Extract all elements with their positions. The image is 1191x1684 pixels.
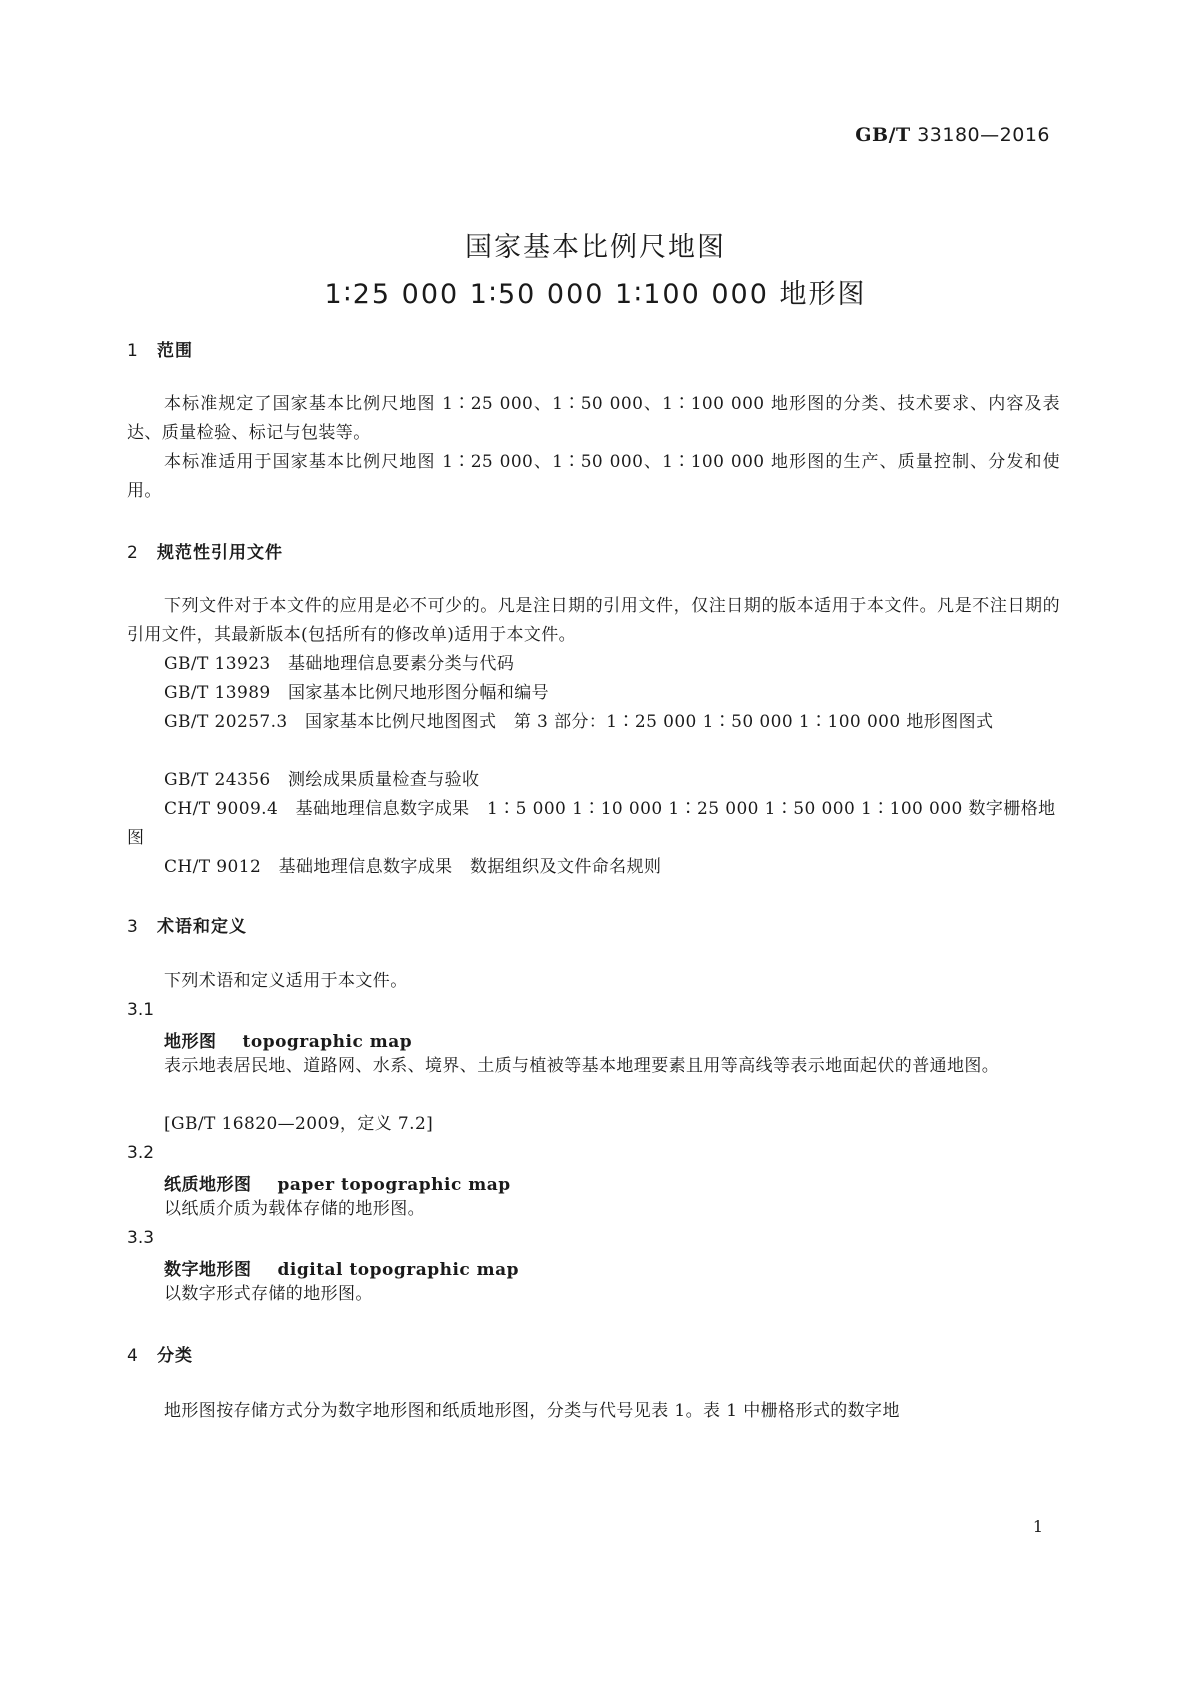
term-zh: 地形图 — [164, 1032, 217, 1052]
term-zh: 数字地形图 — [164, 1260, 252, 1280]
reference-item: GB/T 24356 测绘成果质量检查与验收 — [164, 770, 480, 790]
section-3-heading — [127, 912, 247, 937]
term-definition: 表示地表居民地、道路网、水系、境界、土质与植被等基本地理要素且用等高线等表示地面起伏的普通地图。 — [164, 1056, 1000, 1076]
section-number: 3 — [127, 917, 139, 937]
section-number: 4 — [127, 1346, 139, 1366]
section-1-paragraph-1: 本标准规定了国家基本比例尺地图 1∶25 000、1∶50 000、1∶100 000 地形图的分类、技术要求、内容及表达、质量检验、标记与包装等。 — [127, 394, 1060, 443]
reference-item: GB/T 13923 基础地理信息要素分类与代码 — [164, 654, 515, 674]
term-en: digital topographic map — [277, 1260, 520, 1280]
section-title: 范围 — [157, 341, 193, 361]
term-source: [GB/T 16820—2009，定义 7.2] — [164, 1114, 434, 1134]
reference-item: GB/T 20257.3 国家基本比例尺地图图式 第 3 部分：1∶25 000 1∶50 000 1∶100 000 地形图图式 — [164, 712, 994, 732]
document-title-line1: 国家基本比例尺地图 — [465, 232, 726, 263]
term-definition: 以数字形式存储的地形图。 — [164, 1284, 373, 1304]
term-en: topographic map — [242, 1032, 413, 1052]
term-number: 3.3 — [127, 1228, 155, 1248]
reference-item: CH/T 9009.4 基础地理信息数字成果 1∶5 000 1∶10 000 1∶25 000 1∶50 000 1∶100 000 数字栅格地图 — [127, 799, 1056, 848]
term-definition: 以纸质介质为载体存储的地形图。 — [164, 1199, 425, 1219]
section-2-heading — [127, 538, 283, 563]
section-1-heading — [127, 336, 193, 361]
term-title — [164, 1027, 412, 1052]
standard-code — [855, 124, 1050, 146]
reference-item: CH/T 9012 基础地理信息数字成果 数据组织及文件命名规则 — [164, 857, 662, 877]
standard-number: 33180—2016 — [917, 124, 1050, 146]
section-number: 2 — [127, 543, 139, 563]
reference-item: GB/T 13989 国家基本比例尺地形图分幅和编号 — [164, 683, 550, 703]
term-number: 3.2 — [127, 1143, 155, 1163]
term-title — [164, 1255, 519, 1280]
page-number: 1 — [1032, 1517, 1043, 1536]
term-title — [164, 1170, 511, 1195]
section-title: 规范性引用文件 — [157, 543, 283, 563]
section-title: 术语和定义 — [157, 917, 247, 937]
section-4-heading — [127, 1341, 193, 1366]
section-1-paragraph-2: 本标准适用于国家基本比例尺地图 1∶25 000、1∶50 000、1∶100 000 地形图的生产、质量控制、分发和使用。 — [127, 452, 1060, 501]
section-4-paragraph-1: 地形图按存储方式分为数字地形图和纸质地形图，分类与代号见表 1。表 1 中栅格形式的数字地 — [164, 1401, 900, 1421]
term-zh: 纸质地形图 — [164, 1175, 252, 1195]
document-title-line2: 1∶25 000 1∶50 000 1∶100 000 地形图 — [324, 279, 867, 310]
section-title: 分类 — [157, 1346, 193, 1366]
section-3-intro: 下列术语和定义适用于本文件。 — [164, 971, 408, 991]
section-2-paragraph-1: 下列文件对于本文件的应用是必不可少的。凡是注日期的引用文件，仅注日期的版本适用于本文件。凡是不注日期的引用文件，其最新版本(包括所有的修改单)适用于本文件。 — [127, 596, 1060, 645]
term-en: paper topographic map — [277, 1175, 511, 1195]
section-number: 1 — [127, 341, 139, 361]
standard-prefix: GB/T — [855, 124, 911, 146]
term-number: 3.1 — [127, 1000, 155, 1020]
